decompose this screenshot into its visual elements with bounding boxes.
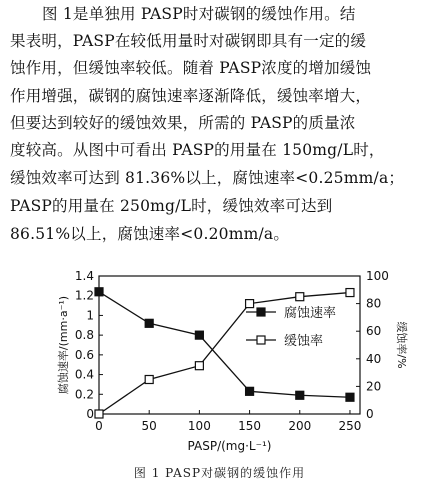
y-left-tick-label: 0.2 — [74, 387, 94, 402]
data-point-2 — [296, 293, 304, 301]
y-left-axis-title: 腐蚀速率/(mm·a⁻¹) — [57, 295, 70, 395]
y-right-tick-label: 100 — [366, 269, 389, 283]
data-point-2 — [195, 362, 203, 370]
figure-caption: 图 1 PASP对碳钢的缓蚀作用 — [133, 466, 306, 480]
text-line: 作用增强，碳钢的腐蚀速率逐渐降低，缓蚀率增大， — [10, 87, 372, 105]
text-line: 果表明，PASP在较低用量时对碳钢即具有一定的缓 — [10, 32, 367, 50]
legend-marker — [257, 336, 265, 344]
text-line: 但要达到较好的缓蚀效果，所需的 PASP的质量浓 — [10, 114, 356, 132]
y-left-tick-label: 0.6 — [74, 347, 94, 362]
x-tick-label: 100 — [187, 419, 211, 433]
y-left-tick-label: 1.4 — [74, 269, 94, 283]
x-tick-label: 50 — [141, 419, 157, 433]
data-point-1 — [95, 288, 103, 296]
y-left-tick-label: 0 — [86, 407, 94, 421]
text-line: 蚀作用，但缓蚀率较低。随着 PASP浓度的增加缓蚀 — [10, 59, 372, 77]
y-right-axis-title: 缓蚀率/% — [395, 321, 408, 369]
text-line: PASP的用量在 250mg/L时，缓蚀效率可达到 — [10, 197, 333, 215]
text-line: 缓蚀效率可达到 81.36%以上，腐蚀速率<0.25mm/a； — [10, 169, 405, 187]
data-point-1 — [195, 331, 203, 339]
text-line: 度较高。从图中可看出 PASP的用量在 150mg/L时， — [10, 141, 385, 159]
y-left-tick-label: 0.4 — [74, 367, 94, 382]
legend-label: 缓蚀率 — [284, 334, 324, 349]
corrosion-chart — [0, 255, 439, 460]
text-line: 图 1是单独用 PASP时对碳钢的缓蚀作用。结 — [42, 5, 356, 23]
data-point-1 — [296, 391, 304, 399]
y-right-tick-label: 80 — [366, 296, 382, 311]
data-point-2 — [95, 410, 103, 418]
y-left-tick-label: 1 — [86, 308, 94, 323]
data-point-1 — [246, 387, 254, 395]
x-tick-label: 200 — [288, 419, 312, 433]
data-point-2 — [346, 289, 354, 297]
y-left-tick-label: 1.2 — [74, 288, 94, 303]
x-axis-title: PASP/(mg·L⁻¹) — [187, 439, 272, 453]
data-point-2 — [246, 300, 254, 308]
legend-label: 腐蚀速率 — [284, 306, 337, 321]
y-left-tick-label: 0.8 — [74, 328, 94, 343]
data-point-1 — [346, 393, 354, 401]
text-line: 86.51%以上，腐蚀速率<0.20mm/a。 — [10, 225, 290, 243]
y-right-tick-label: 20 — [366, 379, 382, 394]
x-tick-label: 150 — [238, 419, 262, 433]
x-tick-label: 0 — [95, 419, 103, 433]
y-right-tick-label: 0 — [366, 407, 374, 421]
x-tick-label: 250 — [338, 419, 362, 433]
legend-marker — [257, 308, 265, 316]
data-point-2 — [145, 376, 153, 384]
y-right-tick-label: 60 — [366, 324, 382, 339]
y-right-tick-label: 40 — [366, 351, 382, 366]
data-point-1 — [145, 319, 153, 327]
